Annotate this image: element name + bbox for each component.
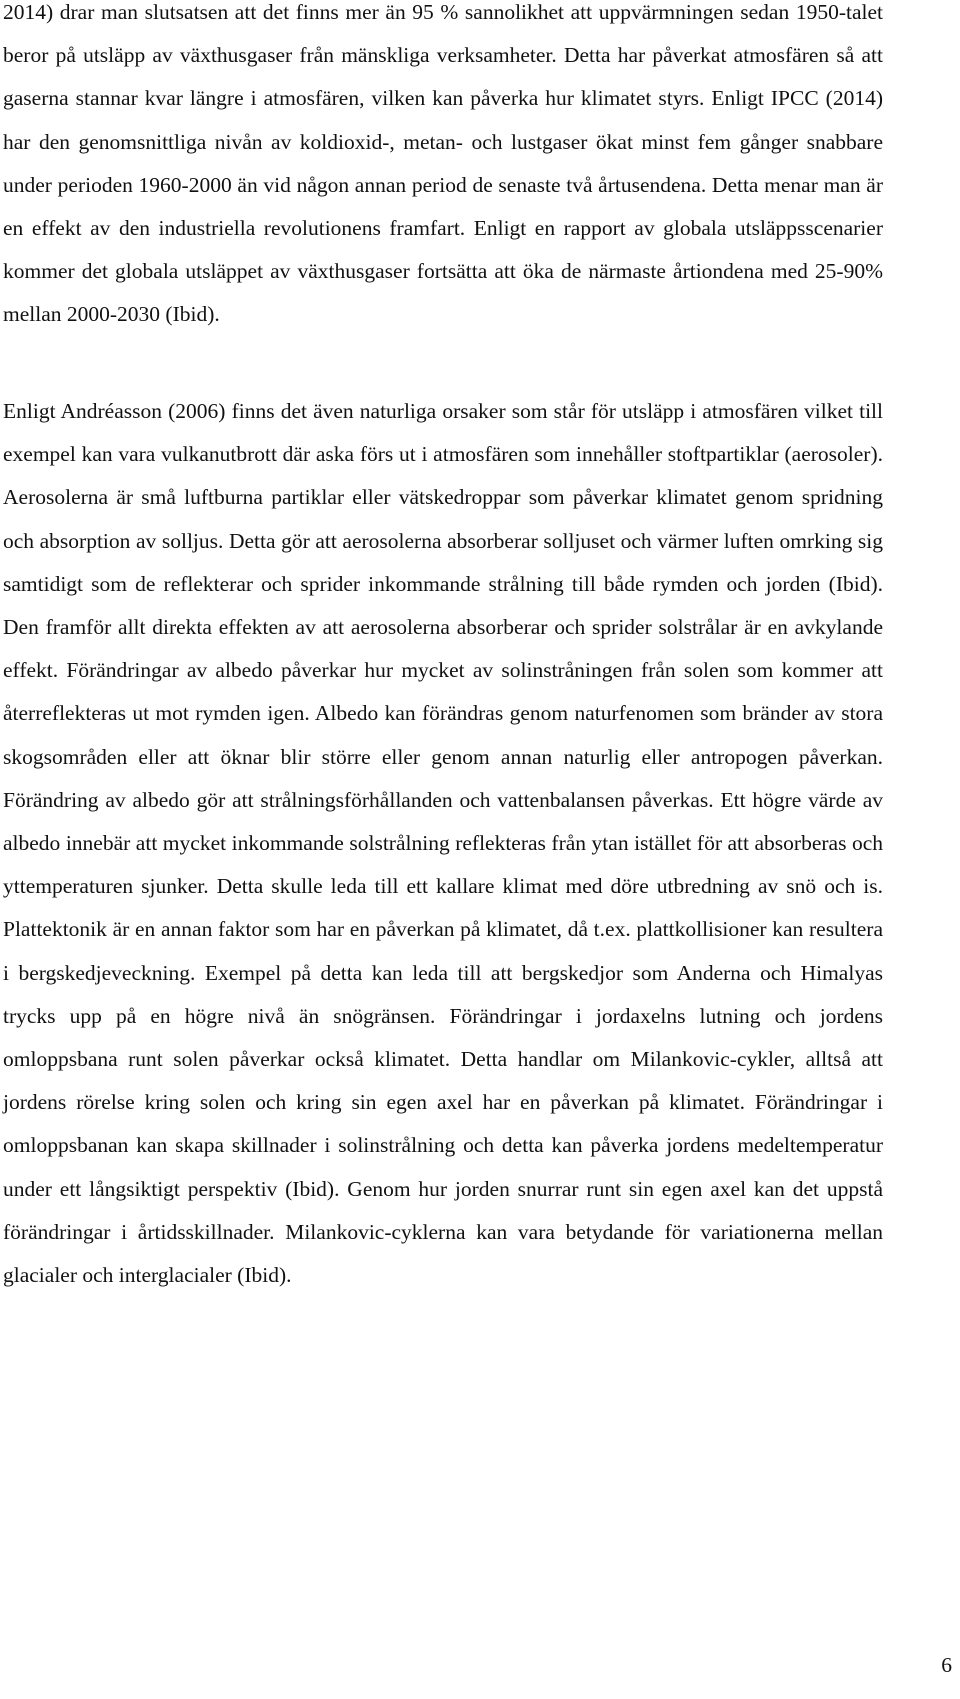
page-number: 6	[941, 1653, 952, 1677]
body-paragraph-1: 2014) drar man slutsatsen att det finns mer än 95 % sannolikhet att uppvärmningen sedan 1950-talet beror på utsläpp av växthusgaser från mänskliga verksamheter. Detta har påverkat atmosfären så att gaserna stannar kvar längre i atmosfären, vilken kan påverka hur klimatet styrs. Enligt IPCC (2014) har den genomsnittliga nivån av koldioxid-, metan- och lustgaser ökat minst fem gånger snabbare under perioden 1960-2000 än vid någon annan period de senaste två årtusendena. Detta menar man är en effekt av den industriella revolutionens framfart. Enligt en rapport av globala utsläppsscenarier kommer det globala utsläppet av växthusgaser fortsätta att öka de närmaste årtiondena med 25-90% mellan 2000-2030 (Ibid).	[3, 0, 883, 327]
body-paragraph-2: Enligt Andréasson (2006) finns det även naturliga orsaker som står för utsläpp i atmosfären vilket till exempel kan vara vulkanutbrott där aska förs ut i atmosfären som innehåller stoftpartiklar (aerosoler). Aerosolerna är små luftburna partiklar eller vätskedroppar som påverkar klimatet genom spridning och absorption av solljus. Detta gör att aerosolerna absorberar solljuset och värmer luften omrking sig samtidigt som de reflekterar och sprider inkommande strålning till både rymden och jorden (Ibid). Den framför allt direkta effekten av att aerosolerna absorberar och sprider solstrålar är en avkylande effekt. Förändringar av albedo påverkar hur mycket av solinstråningen från solen som kommer att återreflekteras ut mot rymden igen. Albedo kan förändras genom naturfenomen som bränder av stora skogsområden eller att öknar blir större eller genom annan naturlig eller antropogen påverkan. Förändring av albedo gör att strålningsförhållanden och vattenbalansen påverkas. Ett högre värde av albedo innebär att mycket inkommande solstrålning reflekteras från ytan istället för att absorberas och yttemperaturen sjunker. Detta skulle leda till ett kallare klimat med döre utbredning av snö och is. Plattektonik är en annan faktor som har en påverkan på klimatet, då t.ex. plattkollisioner kan resultera i bergskedjeveckning. Exempel på detta kan leda till att bergskedjor som Anderna och Himalyas trycks upp på en högre nivå än snögränsen. Förändringar i jordaxelns lutning och jordens omloppsbana runt solen påverkar också klimatet. Detta handlar om Milankovic-cykler, alltså att jordens rörelse kring solen och kring sin egen axel har en påverkan på klimatet. Förändringar i omloppsbanan kan skapa skillnader i solinstrålning och detta kan påverka jordens medeltemperatur under ett långsiktigt perspektiv (Ibid). Genom hur jorden snurrar runt sin egen axel kan det uppstå förändringar i årtidsskillnader. Milankovic-cyklerna kan vara betydande för variationerna mellan glacialer och interglacialer (Ibid).	[3, 399, 883, 1288]
